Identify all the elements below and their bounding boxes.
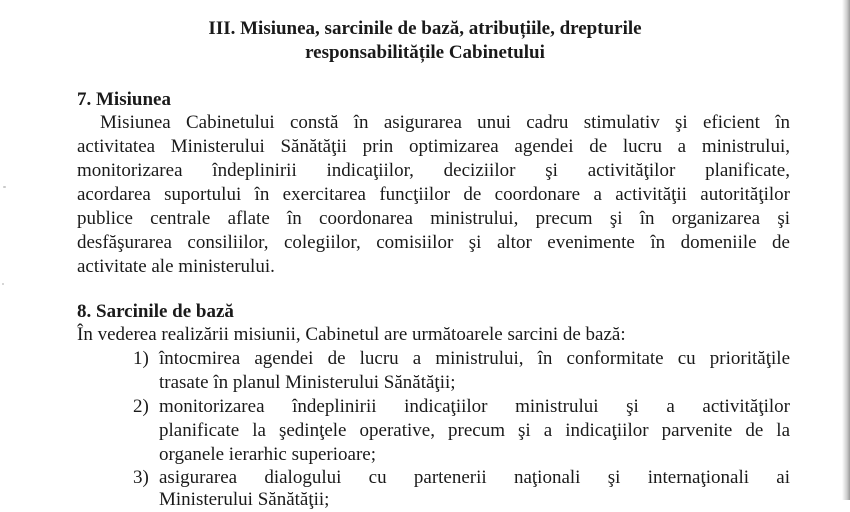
- list-item-line: asigurarea dialogului cu partenerii naţionali şi internaţionali ai: [159, 467, 790, 488]
- section-7-paragraph-line: activitate ale ministerului.: [77, 256, 275, 277]
- list-item-line: planificate la şedinţele operative, precum şi a indicaţiilor parvenite de la: [159, 420, 790, 441]
- scan-page-edge: [842, 0, 850, 500]
- list-item-number: 2): [133, 396, 149, 417]
- list-item-line: întocmirea agendei de lucru a ministrului, în conformitate cu priorităţile: [159, 348, 790, 369]
- section-7-paragraph-line: desfăşurarea consiliilor, colegiilor, comisiilor şi altor evenimente în domeniile de: [77, 232, 790, 253]
- list-item-line: organele ierarhic superioare;: [159, 444, 376, 465]
- section-7-paragraph-line: publice centrale aflate în coordonarea ministrului, precum şi în organizarea şi: [77, 208, 790, 229]
- chapter-heading-line1: III. Misiunea, sarcinile de bază, atribuțiile, drepturile: [208, 18, 642, 39]
- list-item-line: monitorizarea îndeplinirii indicaţiilor ministrului şi a activităţilor: [159, 396, 790, 417]
- section-7-paragraph-line: Misiunea Cabinetului constă în asigurarea unui cadru stimulativ şi eficient în: [100, 112, 790, 133]
- section-7-title: 7. Misiunea: [77, 89, 171, 110]
- list-item-number: 3): [133, 467, 149, 488]
- scan-speck: [3, 186, 6, 188]
- section-7-paragraph-line: activitatea Ministerului Sănătăţii prin optimizarea agendei de lucru a ministrului,: [77, 136, 790, 157]
- list-item-line: Ministerului Sănătăţii;: [159, 489, 330, 510]
- list-item-line: trasate în planul Ministerului Sănătăţii;: [159, 372, 456, 393]
- scan-speck: [2, 283, 4, 285]
- section-7-paragraph-line: acordarea suportului în exercitarea funcţiilor de coordonare a activităţii autorităţilor: [77, 184, 790, 205]
- section-7-paragraph-line: monitorizarea îndeplinirii indicaţiilor, deciziilor şi activităţilor planificate,: [77, 160, 790, 181]
- section-8-intro: În vederea realizării misiunii, Cabinetul are următoarele sarcini de bază:: [77, 324, 626, 345]
- chapter-heading-line2: responsabilitățile Cabinetului: [305, 42, 545, 63]
- section-8-title: 8. Sarcinile de bază: [77, 301, 234, 322]
- list-item-number: 1): [133, 348, 149, 369]
